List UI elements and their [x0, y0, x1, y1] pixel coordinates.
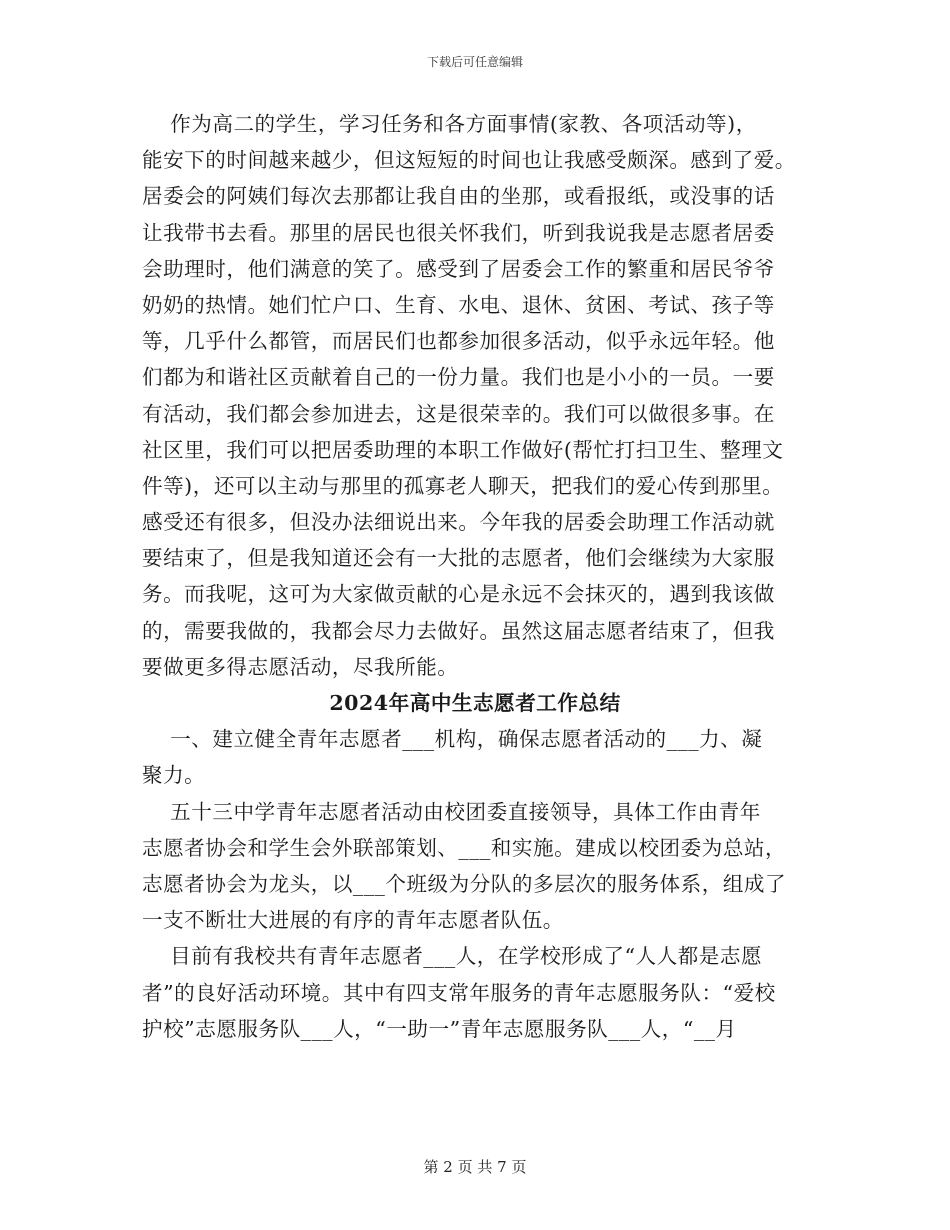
text-line: 会助理时，他们满意的笑了。感受到了居委会工作的繁重和居民爷爷: [142, 256, 775, 281]
section-title: 2024年高中生志愿者工作总结: [329, 691, 621, 715]
paragraph: [142, 106, 808, 685]
paragraph: [142, 938, 808, 1047]
text-line: 们都为和谐社区贡献着自己的一份力量。我们也是小小的一员。一要: [142, 365, 775, 390]
text-line: 护校”志愿服务队___人，“一助一”青年志愿服务队___人，“__月: [142, 1016, 737, 1041]
text-line: 务。而我呢，这可为大家做贡献的心是永远不会抹灭的，遇到我该做: [142, 582, 775, 607]
paragraph: [142, 794, 808, 939]
text-line: 要做更多得志愿活动，尽我所能。: [142, 654, 459, 679]
paragraph: [142, 721, 808, 793]
document-body: [142, 106, 808, 1047]
text-line: 感受还有很多，但没办法细说出来。今年我的居委会助理工作活动就: [142, 510, 775, 535]
header-note: 下载后可任意编辑: [426, 55, 523, 69]
text-line: 让我带书去看。那里的居民也很关怀我们，听到我说我是志愿者居委: [142, 220, 775, 245]
text-line: 居委会的阿姨们每次去那都让我自由的坐那，或看报纸，或没事的话: [142, 184, 775, 209]
text-line: 要结束了，但是我知道还会有一大批的志愿者，他们会继续为大家服: [142, 546, 775, 571]
text-line: 奶奶的热情。她们忙户口、生育、水电、退休、贫困、考试、孩子等: [142, 292, 775, 317]
text-line: 一支不断壮大进展的有序的青年志愿者队伍。: [142, 908, 564, 933]
text-line: 的，需要我做的，我都会尽力去做好。虽然这届志愿者结束了，但我: [142, 618, 775, 643]
text-line: 五十三中学青年志愿者活动由校团委直接领导，具体工作由青年: [142, 799, 761, 824]
text-line: 能安下的时间越来越少，但这短短的时间也让我感受颇深。感到了爱。: [142, 148, 796, 173]
text-line: 有活动，我们都会参加进去，这是很荣幸的。我们可以做很多事。在: [142, 401, 775, 426]
text-line: 件等)，还可以主动与那里的孤寡老人聊天，把我们的爱心传到那里。: [142, 473, 784, 498]
text-line: 一、建立健全青年志愿者___机构，确保志愿者活动的___力、凝: [142, 727, 763, 752]
text-line: 社区里，我们可以把居委助理的本职工作做好(帮忙打扫卫生、整理文: [142, 437, 784, 462]
text-line: 作为高二的学生，学习任务和各方面事情(家教、各项活动等)，: [142, 112, 757, 136]
text-line: 等，几乎什么都管，而居民们也都参加很多活动，似乎永远年轻。他: [142, 329, 775, 354]
text-line: 目前有我校共有青年志愿者___人，在学校形成了“人人都是志愿: [142, 944, 763, 969]
text-line: 志愿者协会和学生会外联部策划、___和实施。建成以校团委为总站，: [142, 835, 787, 860]
text-line: 聚力。: [142, 763, 206, 788]
text-line: 志愿者协会为龙头，以___个班级为分队的多层次的服务体系，组成了: [142, 871, 787, 896]
page-number: 第 2 页 共 7 页: [423, 1158, 527, 1176]
text-line: 者”的良好活动环境。其中有四支常年服务的青年志愿服务队：“爱校: [142, 980, 776, 1005]
